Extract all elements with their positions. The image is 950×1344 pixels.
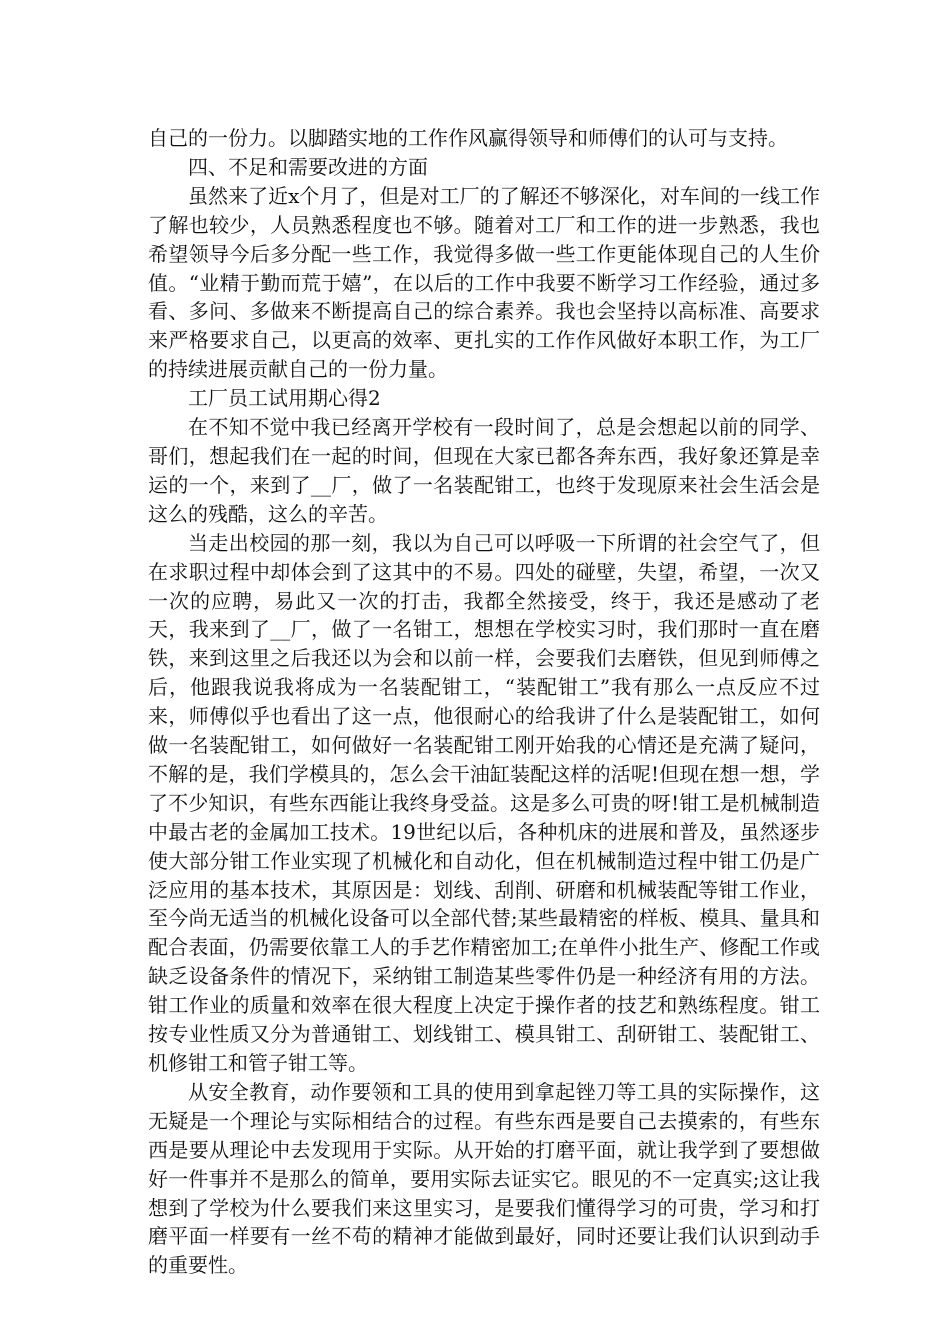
paragraph-leaving-school: 在不知不觉中我已经离开学校有一段时间了，总是会想起以前的同学、哥们，想起我们在一起的时间，但现在大家已都各奔东西，我好象还算是幸运的一个，来到了__厂，做了一名装配钳工，也终于发现原来社会生活会是这么的残酷，这么的辛苦。 [148,415,820,526]
document-body [148,124,820,1280]
paragraph-safety-training: 从安全教育，动作要领和工具的使用到拿起锉刀等工具的实际操作，这无疑是一个理论与实际相结合的过程。有些东西是要自己去摸索的，有些东西是要从理论中去发现用于实际。从开始的打磨平面，就让我学到了要想做好一件事并不是那么的简单，要用实际去证实它。眼见的不一定真实;这让我想到了学校为什么要我们来这里实习，是要我们懂得学习的可贵，学习和打磨平面一样要有一丝不苟的精神才能做到最好，同时还要让我们认识到动手的重要性。 [148,1079,820,1278]
paragraph-continued: 自己的一份力。以脚踏实地的工作作风赢得领导和师傅们的认可与支持。 [148,126,788,150]
section-heading-probation-2: 工厂员工试用期心得2 [188,386,381,411]
section-heading-shortcomings: 四、不足和需要改进的方面 [188,154,428,179]
paragraph-improvement: 虽然来了近x个月了，但是对工厂的了解还不够深化，对车间的一线工作了解也较少，人员熟悉程度也不够。随着对工厂和工作的进一步熟悉，我也希望领导今后多分配一些工作，我觉得多做一些工作更能体现自己的人生价值。“业精于勤而荒于嬉”，在以后的工作中我要不断学习工作经验，通过多看、多问、多做来不断提高自己的综合素养。我也会坚持以高标准、高要求来严格要求自己，以更高的效率、更扎实的工作作风做好本职工作，为工厂的持续进展贡献自己的一份力量。 [148,183,820,382]
paragraph-fitter-work: 当走出校园的那一刻，我以为自己可以呼吸一下所谓的社会空气了，但在求职过程中却体会到了这其中的不易。四处的碰壁，失望，希望，一次又一次的应聘，易此又一次的打击，我都全然接受，终于，我还是感动了老天，我来到了__厂，做了一名钳工，想想在学校实习时，我们那时一直在磨铁，来到这里之后我还以为会和以前一样，会要我们去磨铁，但见到师傅之后，他跟我说我将成为一名装配钳工，“装配钳工”我有那么一点反应不过来，师傅似乎也看出了这一点，他很耐心的给我讲了什么是装配钳工，如何做一名装配钳工，如何做好一名装配钳工刚开始我的心情还是充满了疑问，不解的是，我们学模具的，怎么会干油缸装配这样的活呢!但现在想一想，学了不少知识，有些东西能让我终身受益。这是多么可贵的呀!钳工是机械制造中最古老的金属加工技术。19世纪以后，各种机床的进展和普及，虽然逐步使大部分钳工作业实现了机械化和自动化，但在机械制造过程中钳工仍是广泛应用的基本技术，其原因是：划线、刮削、研磨和机械装配等钳工作业，至今尚无适当的机械化设备可以全部代替;某些最精密的样板、模具、量具和配合表面，仍需要依靠工人的手艺作精密加工;在单件小批生产、修配工作或缺乏设备条件的情况下，采纳钳工制造某些零件仍是一种经济有用的方法。钳工作业的质量和效率在很大程度上决定于操作者的技艺和熟练程度。钳工按专业性质又分为普通钳工、划线钳工、模具钳工、刮研钳工、装配钳工、机修钳工和管子钳工等。 [148,530,820,1075]
